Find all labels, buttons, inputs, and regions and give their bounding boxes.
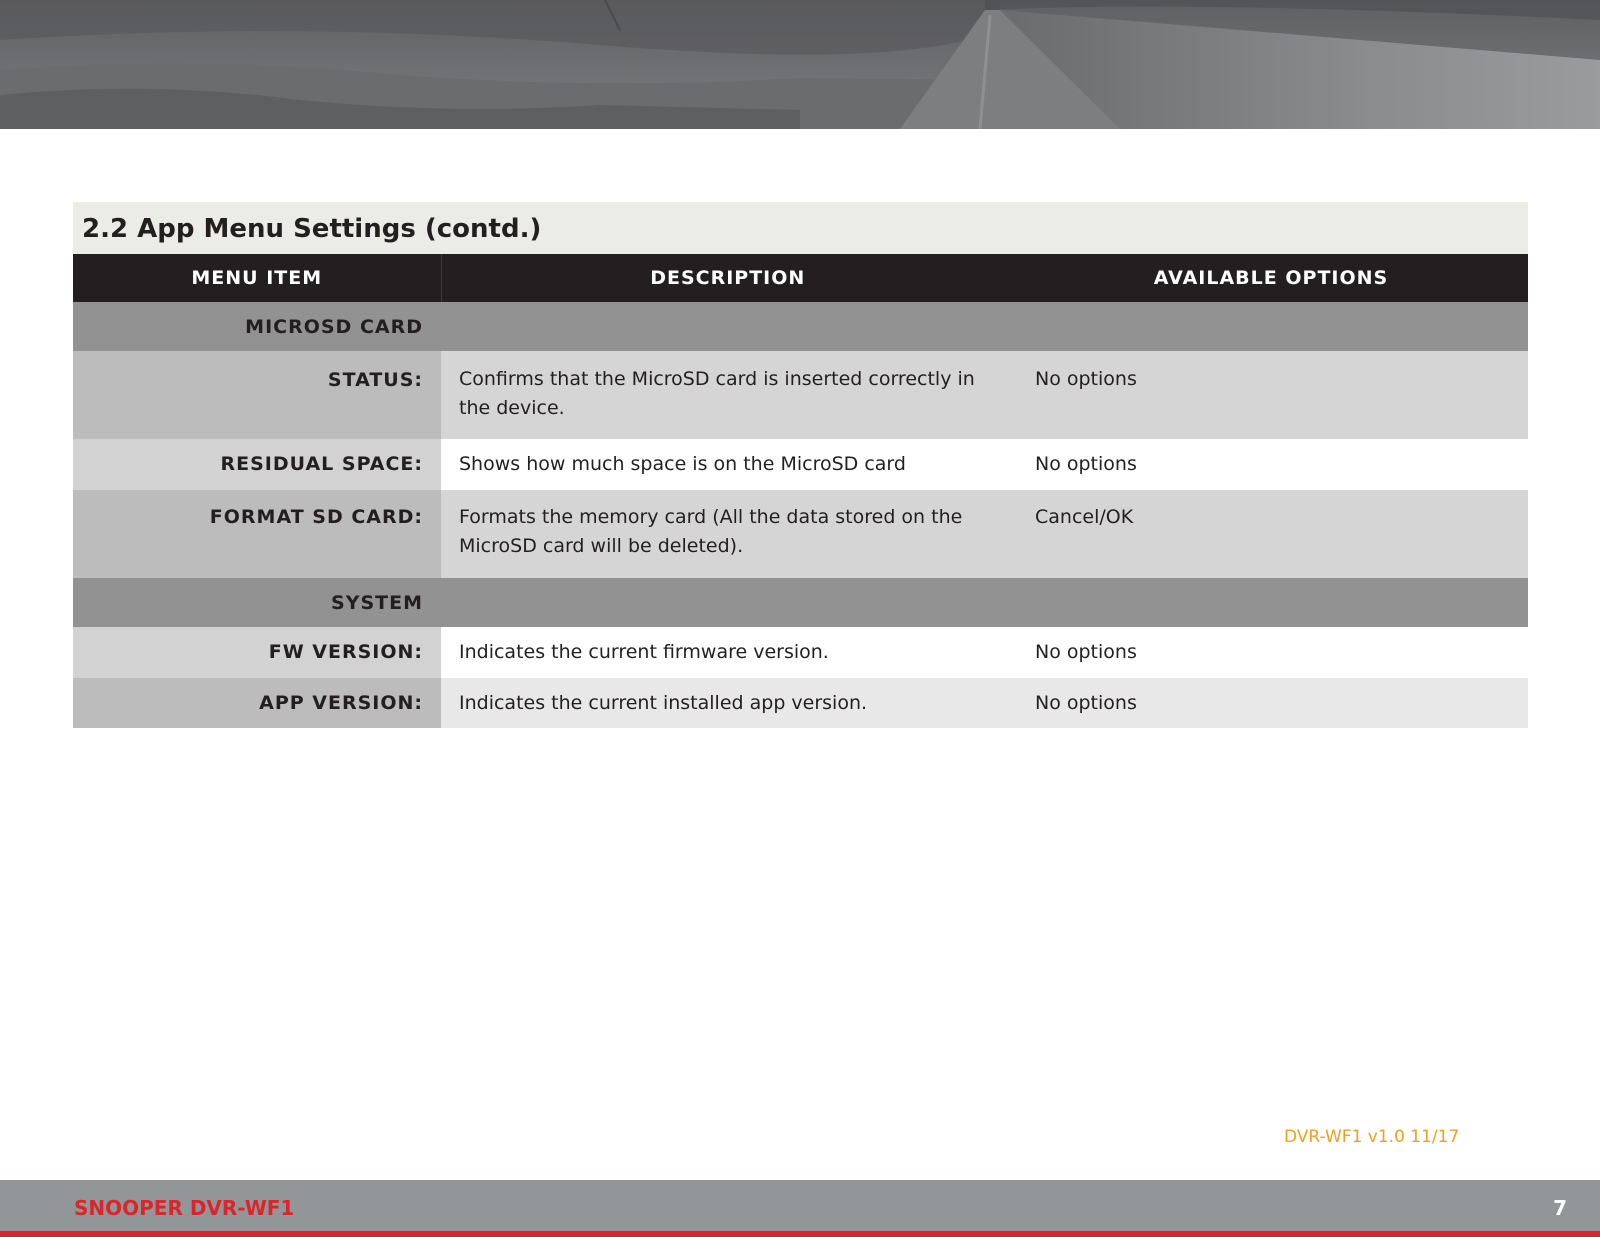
options-cell: No options [1014,627,1528,678]
app-menu-settings-section [73,202,1528,728]
options-cell: No options [1014,678,1528,728]
table-row [73,439,1528,490]
column-header-description: DESCRIPTION [441,254,1014,302]
menu-item-label: FW VERSION: [73,627,441,678]
menu-item-label: APP VERSION: [73,678,441,728]
column-header-available-options: AVAILABLE OPTIONS [1014,254,1528,302]
group-row-system [73,578,1528,627]
road-photo-graphic [0,0,1600,129]
options-cell: No options [1014,351,1528,439]
menu-item-label: RESIDUAL SPACE: [73,439,441,490]
document-version: DVR-WF1 v1.0 11/17 [1284,1127,1460,1147]
settings-table [73,254,1528,728]
group-label: MICROSD CARD [73,302,441,351]
menu-item-label: STATUS: [73,351,441,439]
table-row [73,627,1528,678]
header-banner-image [0,0,1600,129]
table-header-row [73,254,1528,302]
group-row-microsd-card [73,302,1528,351]
description-cell: Formats the memory card (All the data stored on the MicroSD card will be deleted). [441,490,1014,578]
menu-item-label: FORMAT SD CARD: [73,490,441,578]
description-cell: Indicates the current firmware version. [441,627,1014,678]
table-row [73,351,1528,439]
section-title: 2.2 App Menu Settings (contd.) [73,202,1528,254]
description-cell: Shows how much space is on the MicroSD card [441,439,1014,490]
table-row [73,678,1528,728]
options-cell: Cancel/OK [1014,490,1528,578]
description-cell: Indicates the current installed app version. [441,678,1014,728]
column-header-menu-item: MENU ITEM [73,254,441,302]
options-cell: No options [1014,439,1528,490]
footer-accent-line [0,1231,1600,1237]
group-label: SYSTEM [73,578,441,627]
footer-brand: SNOOPER DVR-WF1 [74,1196,295,1220]
page-number: 7 [1553,1196,1567,1220]
table-row [73,490,1528,578]
description-cell: Confirms that the MicroSD card is inserted correctly in the device. [441,351,1014,439]
